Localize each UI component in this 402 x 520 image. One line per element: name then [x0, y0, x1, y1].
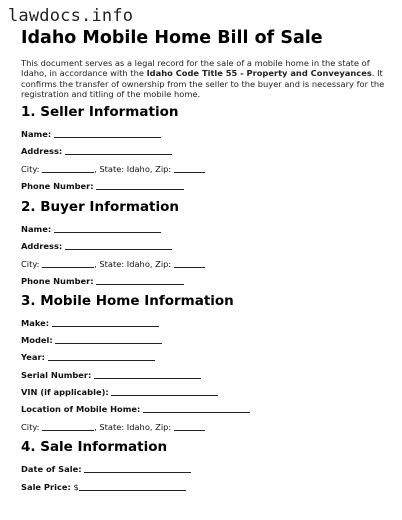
home-year-field[interactable] — [48, 351, 155, 361]
home-heading: 3. Mobile Home Information — [21, 293, 234, 309]
home-year-label: Year: — [21, 352, 45, 362]
home-model-row — [21, 334, 162, 345]
home-model-field[interactable] — [55, 334, 162, 344]
buyer-phone-field[interactable] — [96, 275, 184, 285]
buyer-name-field[interactable] — [54, 223, 161, 233]
buyer-address-label: Address: — [21, 241, 63, 251]
document-title: Idaho Mobile Home Bill of Sale — [21, 28, 323, 48]
seller-address-row — [21, 145, 172, 156]
home-model-label: Model: — [21, 335, 53, 345]
seller-name-row — [21, 128, 161, 139]
intro-text-1: This document serves as a legal record for the sale of a mobile home in the state of Idaho, in accordance with the — [21, 58, 370, 79]
home-vin-row — [21, 386, 218, 397]
home-serial-field[interactable] — [94, 369, 201, 379]
seller-city-label: City: — [21, 164, 40, 174]
home-zip-field[interactable] — [174, 421, 205, 431]
home-make-field[interactable] — [52, 317, 159, 327]
intro-code-reference: Idaho Code Title 55 - Property and Conveyances — [146, 68, 372, 79]
seller-heading: 1. Seller Information — [21, 104, 179, 120]
sale-price-label: Sale Price: — [21, 482, 71, 492]
seller-address-field[interactable] — [65, 145, 172, 155]
home-city-row — [21, 421, 205, 432]
buyer-city-label: City: — [21, 259, 40, 269]
home-serial-row — [21, 369, 201, 380]
seller-phone-row — [21, 180, 184, 191]
seller-address-label: Address: — [21, 146, 63, 156]
sale-heading: 4. Sale Information — [21, 439, 168, 455]
sale-price-field[interactable] — [79, 481, 186, 491]
seller-city-row — [21, 163, 205, 174]
buyer-city-field[interactable] — [42, 258, 94, 268]
sale-date-field[interactable] — [84, 463, 191, 473]
home-year-row — [21, 351, 155, 362]
buyer-name-row — [21, 223, 161, 234]
home-city-field[interactable] — [42, 421, 94, 431]
home-vin-label: VIN (if applicable): — [21, 387, 109, 397]
home-make-label: Make: — [21, 318, 50, 328]
intro-text-2: . It confirms the transfer of ownership from the seller to the buyer and is necessary for the registration and titling of the mobile home. — [21, 68, 385, 99]
home-city-label: City: — [21, 422, 40, 432]
home-make-row — [21, 317, 159, 328]
seller-name-label: Name: — [21, 129, 52, 139]
buyer-city-row — [21, 258, 205, 269]
seller-zip-field[interactable] — [174, 163, 205, 173]
buyer-state-label: , State: Idaho, Zip: — [94, 259, 172, 269]
home-location-row — [21, 403, 250, 414]
buyer-heading: 2. Buyer Information — [21, 199, 180, 215]
buyer-phone-row — [21, 275, 184, 286]
home-location-label: Location of Mobile Home: — [21, 404, 141, 414]
home-location-field[interactable] — [143, 403, 250, 413]
buyer-phone-label: Phone Number: — [21, 276, 94, 286]
currency-symbol: $ — [73, 482, 79, 492]
sale-date-label: Date of Sale: — [21, 464, 82, 474]
home-vin-field[interactable] — [111, 386, 218, 396]
home-serial-label: Serial Number: — [21, 370, 92, 380]
sale-price-row — [21, 481, 186, 492]
site-watermark: lawdocs.info — [8, 6, 134, 26]
seller-city-field[interactable] — [42, 163, 94, 173]
buyer-address-row — [21, 240, 172, 251]
home-state-label: , State: Idaho, Zip: — [94, 422, 172, 432]
seller-name-field[interactable] — [54, 128, 161, 138]
buyer-zip-field[interactable] — [174, 258, 205, 268]
buyer-name-label: Name: — [21, 224, 52, 234]
sale-date-row — [21, 463, 191, 474]
seller-phone-field[interactable] — [96, 180, 184, 190]
intro-paragraph — [21, 58, 393, 99]
seller-state-label: , State: Idaho, Zip: — [94, 164, 172, 174]
buyer-address-field[interactable] — [65, 240, 172, 250]
seller-phone-label: Phone Number: — [21, 181, 94, 191]
